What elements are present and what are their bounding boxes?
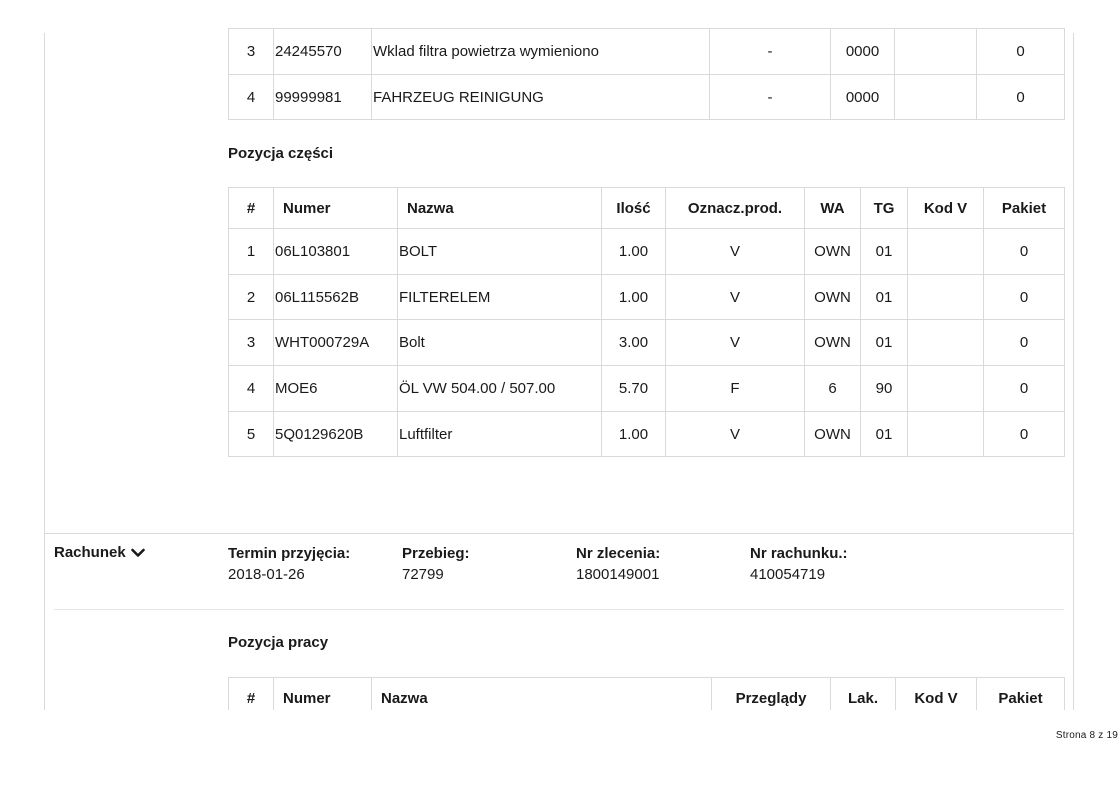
part-wa: OWN <box>805 320 861 366</box>
labor-numer: 24245570 <box>274 29 372 75</box>
part-nazwa: ÖL VW 504.00 / 507.00 <box>398 366 602 412</box>
col-header-wa: WA <box>805 188 861 229</box>
part-pakiet: 0 <box>984 412 1065 457</box>
labor-section-title: Pozycja pracy <box>228 634 329 651</box>
labor-kod-v <box>895 75 977 120</box>
part-ilosc: 1.00 <box>602 412 666 457</box>
table-row <box>229 412 1065 457</box>
field-label: Nr zlecenia: <box>576 545 661 562</box>
table-row <box>229 320 1065 366</box>
col-header-ilosc: Ilość <box>602 188 666 229</box>
part-ilosc: 1.00 <box>602 229 666 275</box>
part-pakiet: 0 <box>984 229 1065 275</box>
field-value: 410054719 <box>750 566 826 583</box>
col-header-lak: Lak. <box>831 678 896 719</box>
col-header-tg: TG <box>861 188 908 229</box>
labor-pakiet: 0 <box>977 75 1065 120</box>
part-tg: 90 <box>861 366 908 412</box>
part-ilosc: 5.70 <box>602 366 666 412</box>
col-header-oznacz: Oznacz.prod. <box>666 188 805 229</box>
field-przebieg <box>402 545 470 583</box>
labor-pakiet: 0 <box>977 29 1065 75</box>
part-oznacz: V <box>666 229 805 275</box>
part-tg: 01 <box>861 229 908 275</box>
part-kod-v <box>908 320 984 366</box>
row-number: 3 <box>229 29 274 75</box>
part-pakiet: 0 <box>984 320 1065 366</box>
part-pakiet: 0 <box>984 366 1065 412</box>
row-number: 4 <box>229 366 274 412</box>
parts-table <box>228 187 1065 457</box>
field-label: Przebieg: <box>402 545 470 562</box>
labor-przeglady: - <box>710 75 831 120</box>
part-kod-v <box>908 366 984 412</box>
table-row <box>229 229 1065 275</box>
chevron-down-icon <box>131 547 145 559</box>
part-kod-v <box>908 229 984 275</box>
field-value: 72799 <box>402 566 444 583</box>
page-number: Strona 8 z 19 <box>1055 730 1118 741</box>
part-pakiet: 0 <box>984 275 1065 320</box>
labor-lak: 0000 <box>831 75 895 120</box>
part-numer: 06L115562B <box>274 275 398 320</box>
table-header-row <box>229 188 1065 229</box>
part-wa: 6 <box>805 366 861 412</box>
part-ilosc: 3.00 <box>602 320 666 366</box>
labor-nazwa: Wklad filtra powietrza wymieniono <box>372 29 710 75</box>
field-label: Nr rachunku.: <box>750 545 848 562</box>
part-oznacz: V <box>666 320 805 366</box>
labor-numer: 99999981 <box>274 75 372 120</box>
part-nazwa: Luftfilter <box>398 412 602 457</box>
part-ilosc: 1.00 <box>602 275 666 320</box>
labor-kod-v <box>895 29 977 75</box>
labor-lak: 0000 <box>831 29 895 75</box>
part-oznacz: V <box>666 275 805 320</box>
col-header-kod-v: Kod V <box>896 678 977 719</box>
table-row <box>229 366 1065 412</box>
part-wa: OWN <box>805 412 861 457</box>
inner-divider <box>54 609 1064 610</box>
page-bottom-margin <box>0 710 1119 801</box>
part-oznacz: F <box>666 366 805 412</box>
part-numer: 5Q0129620B <box>274 412 398 457</box>
row-number: 3 <box>229 320 274 366</box>
part-wa: OWN <box>805 275 861 320</box>
part-tg: 01 <box>861 320 908 366</box>
col-header-no: # <box>229 678 274 719</box>
field-value: 2018-01-26 <box>228 566 305 583</box>
part-oznacz: V <box>666 412 805 457</box>
part-tg: 01 <box>861 275 908 320</box>
col-header-kod-v: Kod V <box>908 188 984 229</box>
field-nr-rachunku <box>750 545 848 583</box>
col-header-numer: Numer <box>274 188 398 229</box>
field-termin-przyjecia <box>228 545 350 583</box>
part-numer: MOE6 <box>274 366 398 412</box>
col-header-przeglady: Przeglądy <box>712 678 831 719</box>
part-nazwa: BOLT <box>398 229 602 275</box>
labor-table-continued <box>228 28 1065 120</box>
table-row <box>229 75 1065 120</box>
row-number: 5 <box>229 412 274 457</box>
part-kod-v <box>908 412 984 457</box>
col-header-nazwa: Nazwa <box>372 678 712 719</box>
col-header-no: # <box>229 188 274 229</box>
part-nazwa: Bolt <box>398 320 602 366</box>
field-value: 1800149001 <box>576 566 660 583</box>
part-numer: 06L103801 <box>274 229 398 275</box>
col-header-pakiet: Pakiet <box>984 188 1065 229</box>
col-header-nazwa: Nazwa <box>398 188 602 229</box>
part-tg: 01 <box>861 412 908 457</box>
field-label: Termin przyjęcia: <box>228 545 351 562</box>
section-divider <box>44 533 1074 534</box>
part-wa: OWN <box>805 229 861 275</box>
col-header-numer: Numer <box>274 678 372 719</box>
field-nr-zlecenia <box>576 545 660 583</box>
labor-przeglady: - <box>710 29 831 75</box>
labor-nazwa: FAHRZEUG REINIGUNG <box>372 75 710 120</box>
row-number: 2 <box>229 275 274 320</box>
row-number: 1 <box>229 229 274 275</box>
invoice-toggle[interactable] <box>54 544 145 561</box>
table-row <box>229 29 1065 75</box>
parts-section-title: Pozycja części <box>228 145 334 162</box>
part-nazwa: FILTERELEM <box>398 275 602 320</box>
part-kod-v <box>908 275 984 320</box>
part-numer: WHT000729A <box>274 320 398 366</box>
col-header-pakiet: Pakiet <box>977 678 1065 719</box>
invoice-toggle-label: Rachunek <box>54 544 126 561</box>
table-row <box>229 275 1065 320</box>
row-number: 4 <box>229 75 274 120</box>
